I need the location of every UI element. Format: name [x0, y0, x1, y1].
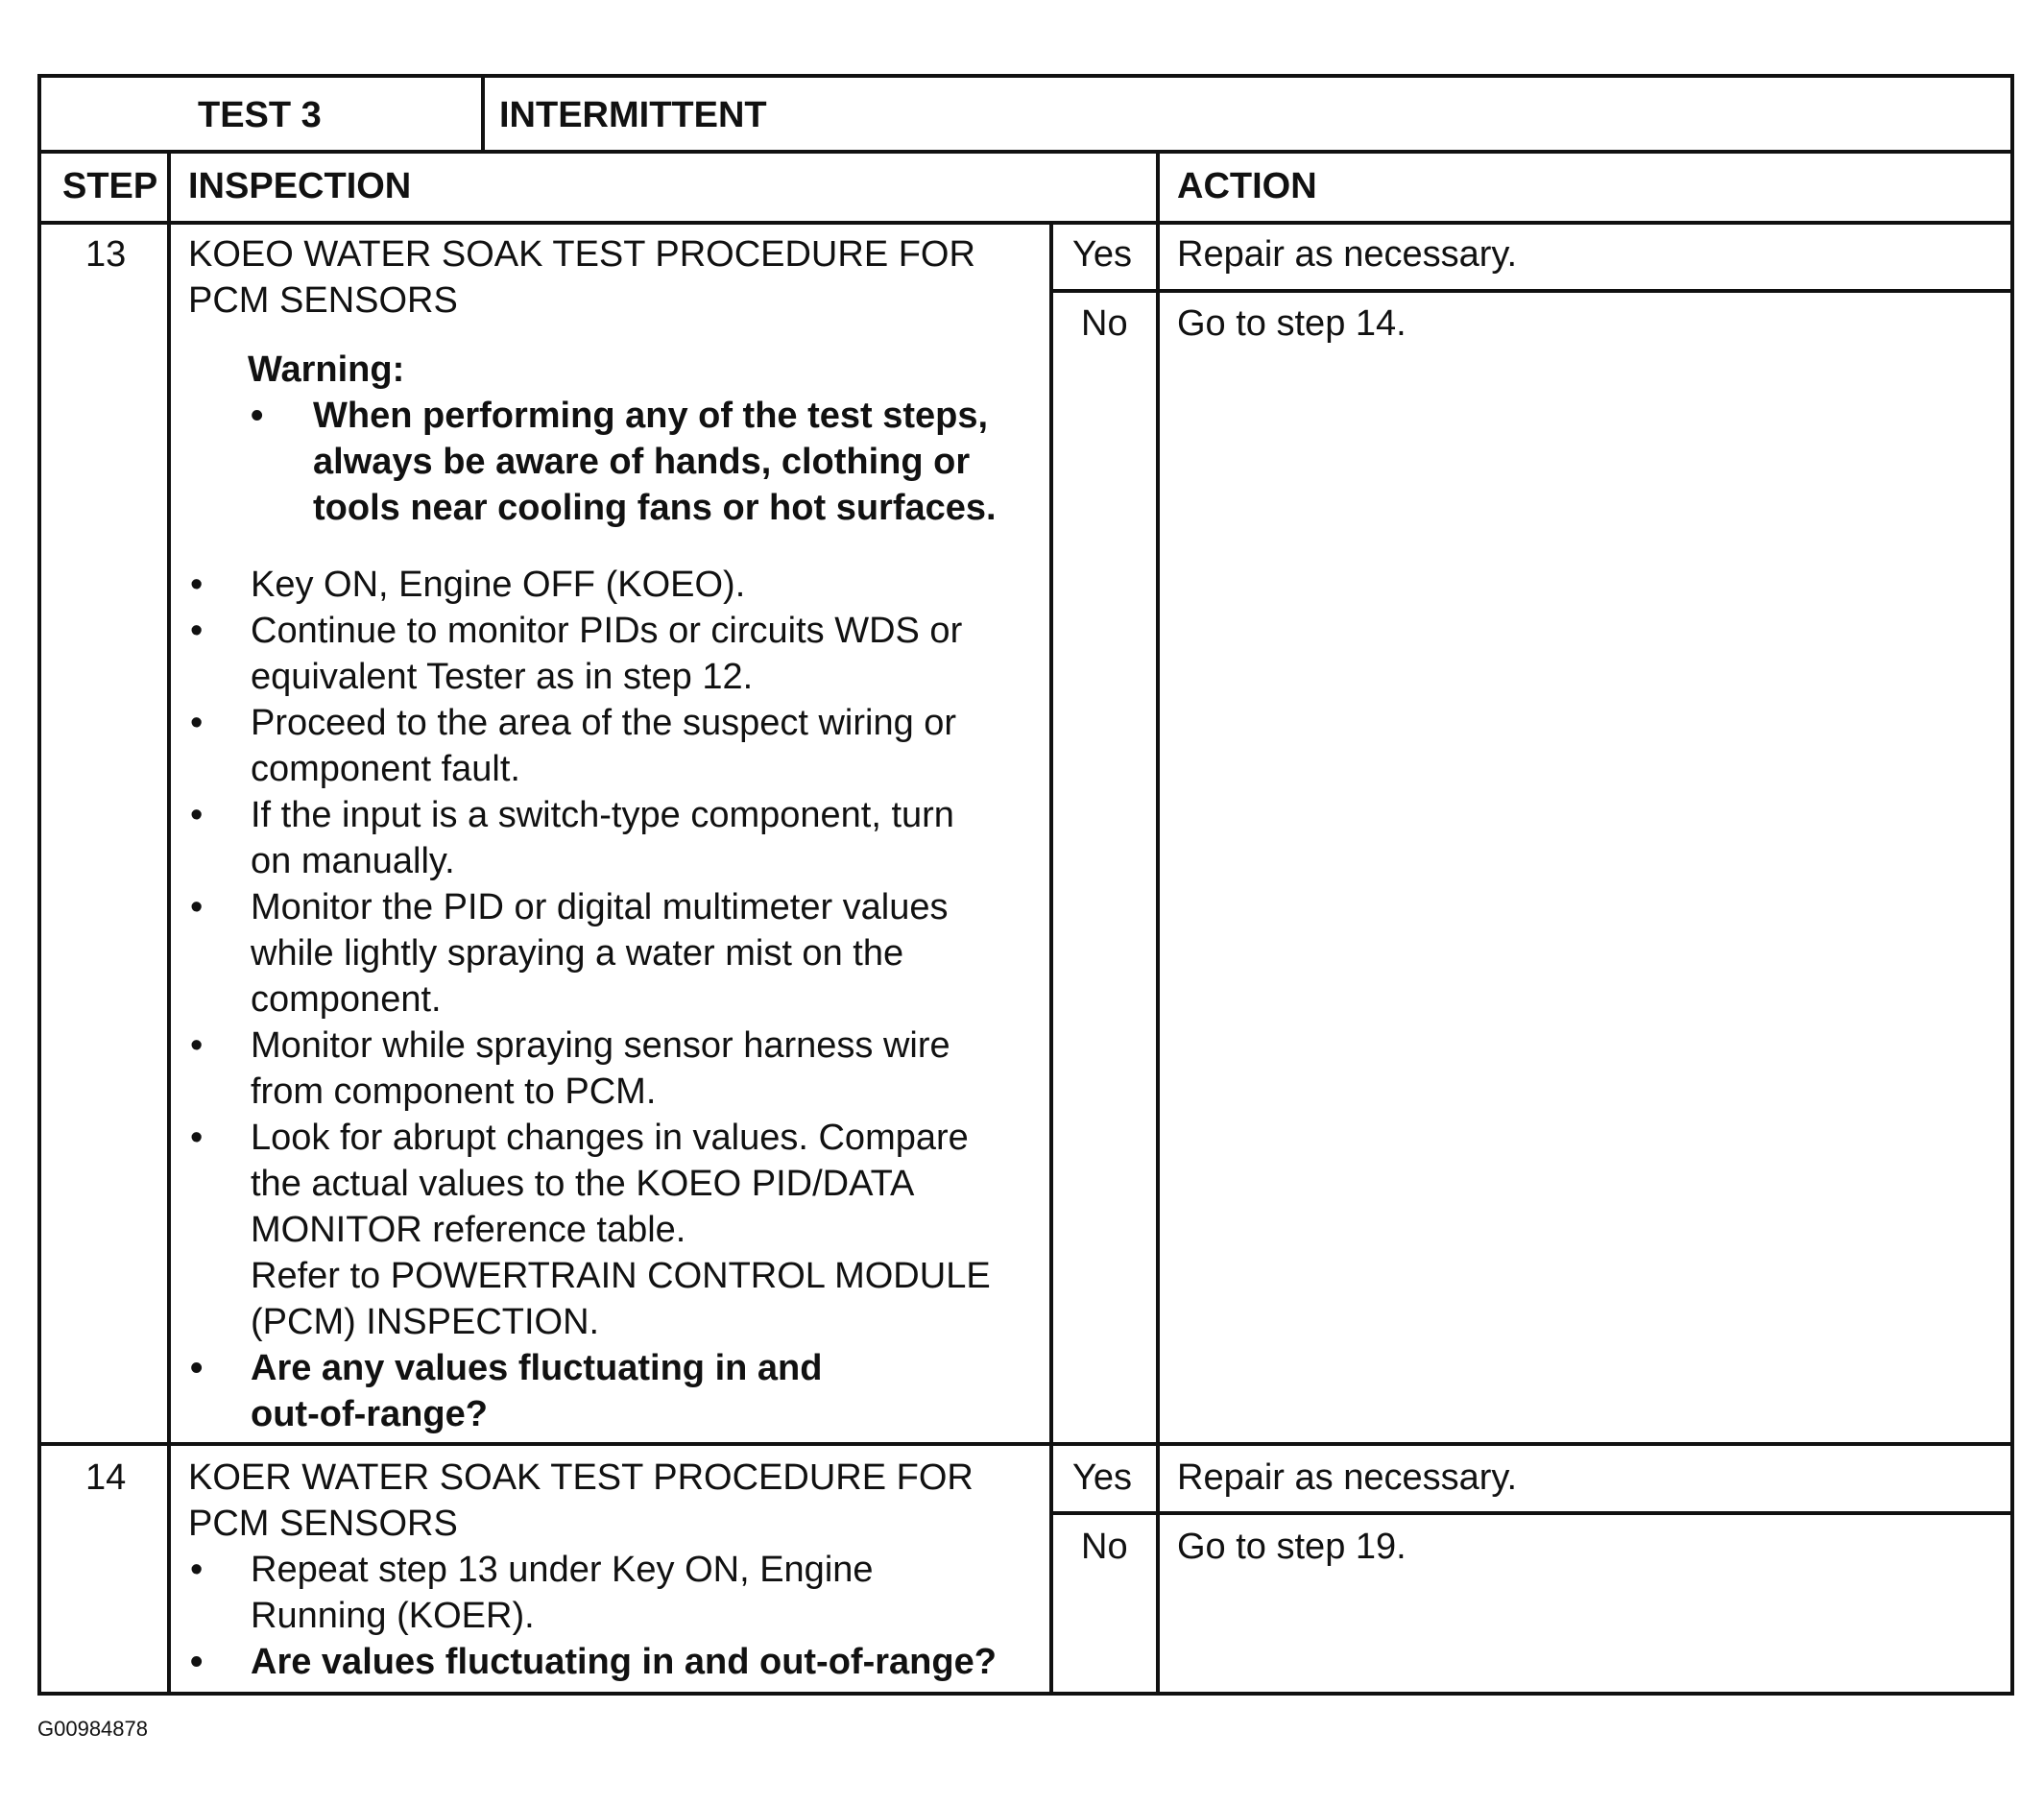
answer-yes: Yes	[1072, 1457, 1132, 1498]
rule-step-column	[167, 150, 171, 1692]
bullet: •	[190, 611, 204, 651]
figure-id: G00984878	[37, 1717, 148, 1741]
bullet-text: the actual values to the KOEO PID/DATA	[251, 1164, 915, 1204]
answer-yes: Yes	[1072, 234, 1132, 275]
rule-step13-yes-no	[1053, 289, 2010, 293]
answer-no: No	[1081, 303, 1128, 344]
action-column-header: ACTION	[1177, 166, 1317, 206]
bullet-text: component.	[251, 979, 442, 1020]
rule-between-steps	[41, 1442, 2010, 1446]
inspection-heading: PCM SENSORS	[188, 1504, 458, 1544]
answer-no: No	[1081, 1527, 1128, 1567]
action-text: Go to step 19.	[1177, 1527, 1407, 1567]
warning-text: tools near cooling fans or hot surfaces.	[313, 488, 997, 528]
step-column-header: STEP	[62, 166, 158, 206]
bullet: •	[190, 795, 204, 835]
test-table	[37, 74, 2014, 1696]
bullet: •	[190, 1642, 204, 1682]
bullet: •	[190, 1550, 204, 1590]
warning-text: When performing any of the test steps,	[313, 396, 989, 436]
bullet-text: Monitor the PID or digital multimeter values	[251, 887, 949, 927]
rule-step14-yes-no	[1053, 1511, 2010, 1515]
bullet: •	[190, 703, 204, 743]
bullet-text: component fault.	[251, 749, 520, 789]
bullet-text: Key ON, Engine OFF (KOEO).	[251, 565, 746, 605]
warning-bullet: •	[251, 396, 264, 436]
bullet: •	[190, 1348, 204, 1388]
action-text: Repair as necessary.	[1177, 1457, 1518, 1498]
question-text: out-of-range?	[251, 1394, 488, 1434]
bullet-text: Look for abrupt changes in values. Compare	[251, 1118, 969, 1158]
bullet: •	[190, 887, 204, 927]
question-text: Are values fluctuating in and out-of-range?	[251, 1642, 997, 1682]
rule-title-divider	[481, 78, 485, 150]
rule-below-headers	[41, 221, 2010, 225]
warning-text: always be aware of hands, clothing or	[313, 442, 971, 482]
step-number: 14	[85, 1457, 127, 1498]
test-name: INTERMITTENT	[499, 95, 767, 135]
inspection-column-header: INSPECTION	[188, 166, 412, 206]
bullet-text: equivalent Tester as in step 12.	[251, 657, 754, 697]
action-text: Repair as necessary.	[1177, 234, 1518, 275]
step-number: 13	[85, 234, 127, 275]
bullet-text: Monitor while spraying sensor harness wire	[251, 1025, 950, 1066]
inspection-heading: PCM SENSORS	[188, 280, 458, 321]
rule-inspection-answer	[1049, 225, 1053, 1692]
bullet-text: Proceed to the area of the suspect wiring or	[251, 703, 957, 743]
rule-action-column	[1156, 150, 1160, 1692]
test-number: TEST 3	[198, 95, 322, 135]
bullet-text: Repeat step 13 under Key ON, Engine	[251, 1550, 874, 1590]
bullet-text: MONITOR reference table.	[251, 1210, 686, 1250]
bullet-text: Continue to monitor PIDs or circuits WDS or	[251, 611, 963, 651]
action-text: Go to step 14.	[1177, 303, 1407, 344]
bullet: •	[190, 1118, 204, 1158]
bullet-text: (PCM) INSPECTION.	[251, 1302, 600, 1342]
bullet-text: If the input is a switch-type component, turn	[251, 795, 954, 835]
bullet-text: while lightly spraying a water mist on the	[251, 933, 904, 974]
bullet-text: Running (KOER).	[251, 1596, 535, 1636]
bullet: •	[190, 1025, 204, 1066]
bullet-text: on manually.	[251, 841, 455, 881]
bullet-text: Refer to POWERTRAIN CONTROL MODULE	[251, 1256, 991, 1296]
inspection-heading: KOEO WATER SOAK TEST PROCEDURE FOR	[188, 234, 975, 275]
bullet: •	[190, 565, 204, 605]
warning-label: Warning:	[248, 349, 405, 390]
rule-below-title	[41, 150, 2010, 154]
question-text: Are any values fluctuating in and	[251, 1348, 823, 1388]
bullet-text: from component to PCM.	[251, 1071, 657, 1112]
inspection-heading: KOER WATER SOAK TEST PROCEDURE FOR	[188, 1457, 974, 1498]
